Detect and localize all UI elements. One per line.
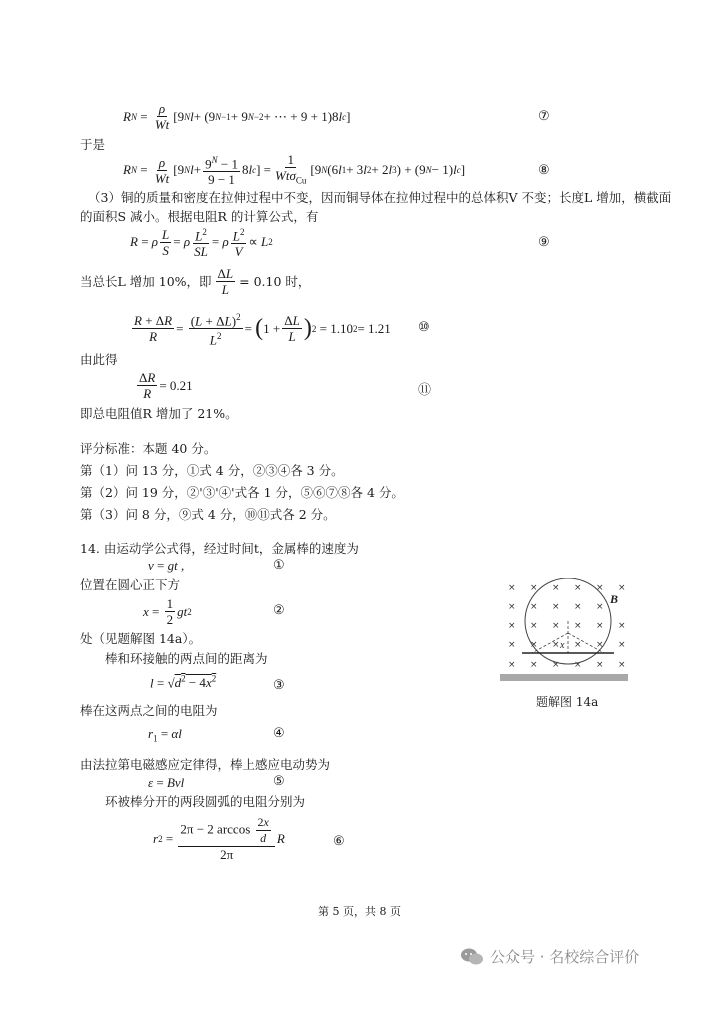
q14-eq-number-4: ④: [273, 725, 285, 740]
svg-text:×: ×: [596, 640, 604, 650]
svg-text:×: ×: [574, 621, 582, 631]
svg-text:×: ×: [508, 583, 516, 593]
q14-eq4: $r_1 = \alpha l$: [148, 726, 182, 744]
svg-text:×: ×: [530, 602, 538, 612]
page-footer: 第 5 页，共 8 页: [318, 905, 401, 918]
equation-7: R N = $\frac{\rho}{Wt}$ [9 N l + (9 N −1 + 9 N −2 + ⋯ + 9 + 1)8 l c ]: [123, 101, 351, 132]
svg-text:×: ×: [596, 660, 604, 670]
text-when-b: = 0.10 时，: [239, 273, 311, 289]
wechat-icon: [460, 947, 484, 967]
q14-chu: 处（见题解图 14a）。: [80, 631, 202, 646]
equation-number-8: ⑧: [538, 162, 550, 177]
q14-resistance: 棒在这两点之间的电阻为: [80, 703, 218, 718]
svg-text:×: ×: [530, 660, 538, 670]
svg-text:×: ×: [574, 660, 582, 670]
q14-ring: 环被棒分开的两段圆弧的电阻分别为: [105, 794, 306, 809]
text-ji: 即总电阻值R 增加了 21%。: [80, 406, 238, 421]
q14-eq2: x = $\frac{1}{2}$ gt 2: [143, 596, 192, 627]
svg-text:×: ×: [618, 621, 626, 631]
watermark-text: 公众号 · 名校综合评价: [490, 948, 640, 966]
svg-text:×: ×: [552, 640, 560, 650]
field-label-B: B: [610, 592, 619, 606]
score-title: 评分标准：本题 40 分。: [80, 441, 217, 456]
svg-text:×: ×: [508, 602, 516, 612]
equation-11: $\frac{\Delta R}{R}$ = 0.21: [139, 370, 193, 401]
paragraph-3: （3）铜的质量和密度在拉伸过程中不变，因而铜导体在拉伸过程中的总体积V 不变；长度L 增加，横截面: [88, 190, 672, 205]
svg-text:×: ×: [530, 640, 538, 650]
text-when-a: 当总长L 增加 10%，即: [80, 273, 212, 289]
score-line-1: 第（1）问 13 分，①式 4 分，②③④各 3 分。: [80, 463, 344, 478]
equation-number-7: ⑦: [538, 108, 550, 123]
watermark: [460, 946, 639, 967]
svg-text:×: ×: [574, 640, 582, 650]
q14-eq3: $l = √d^2 - 4x^2$: [150, 674, 217, 691]
svg-text:×: ×: [508, 660, 516, 670]
svg-text:×: ×: [596, 583, 604, 593]
text-youci: 由此得: [80, 352, 118, 367]
q14-intro: 14. 由运动学公式得，经过时间t，金属棒的速度为: [80, 541, 359, 556]
distance-label-x: x: [560, 640, 565, 651]
equation-8: R N = $\frac{\rho}{Wt}$ [9 N l + $\frac{9^N - 1}{9 - 1}$ 8 l c ] = $\frac{1}{Wt\sigma_{Cu}}$ [9 N (6 l 1 + 3 l 2 + 2 l 3 ) + (9 N − 1) l c ]: [123, 152, 466, 188]
equation-number-11: ⑪: [418, 382, 432, 397]
q14-eq-number-3: ③: [273, 677, 285, 692]
ground-bar: [500, 674, 628, 681]
score-line-2: 第（2）问 19 分，②'③'④'式各 1 分，⑤⑥⑦⑧各 4 分。: [80, 485, 404, 500]
svg-text:×: ×: [574, 583, 582, 593]
q14-eq-number-2: ②: [273, 602, 285, 617]
equation-9: R = ρ $\frac{L}{S}$ = ρ $\frac{L^2}{SL}$ = ρ $\frac{L^2}{V}$ ∝ L 2: [130, 226, 273, 260]
q14-position: 位置在圆心正下方: [80, 577, 181, 592]
svg-text:×: ×: [552, 602, 560, 612]
text-when: 当总长L 增加 10%，即 $\frac{\Delta L}{L}$ = 0.10 时，: [80, 266, 311, 297]
svg-text:×: ×: [552, 583, 560, 593]
score-line-3: 第（3）问 8 分，⑨式 4 分，⑩⑪式各 2 分。: [80, 507, 336, 522]
q14-eq-number-5: ⑤: [273, 773, 285, 788]
svg-text:×: ×: [552, 621, 560, 631]
svg-text:×: ×: [530, 621, 538, 631]
q14-eq-number-1: ①: [273, 557, 285, 572]
paragraph-3b: 的面积S 减小。根据电阻R 的计算公式，有: [80, 209, 319, 224]
svg-text:×: ×: [530, 583, 538, 593]
figure-14a-svg: [500, 578, 630, 688]
text-yushi: 于是: [80, 137, 106, 152]
svg-text:×: ×: [596, 602, 604, 612]
q14-eq1: v = gt ,: [148, 558, 185, 573]
q14-eq5: ε = Bvl: [148, 775, 185, 790]
svg-text:×: ×: [508, 621, 516, 631]
q14-faraday: 由法拉第电磁感应定律得，棒上感应电动势为: [80, 757, 331, 772]
q14-eq-number-6: ⑥: [333, 833, 345, 848]
svg-text:×: ×: [618, 660, 626, 670]
equation-number-9: ⑨: [538, 234, 550, 249]
svg-text:×: ×: [574, 602, 582, 612]
figure-caption: 题解图 14a: [536, 695, 599, 709]
svg-text:×: ×: [596, 621, 604, 631]
svg-text:×: ×: [552, 660, 560, 670]
svg-text:×: ×: [508, 640, 516, 650]
equation-number-10: ⑩: [418, 319, 430, 334]
equation-10: $\frac{R + \Delta R}{R}$ = $\frac{(L + \Delta L)^2}{L^2}$ = ( 1 + $\frac{\Delta L}{L}$ ) 2 = 1.10 2 = 1.21: [134, 312, 391, 348]
q14-distance: 棒和环接触的两点间的距离为: [105, 651, 268, 666]
svg-text:×: ×: [618, 583, 626, 593]
q14-eq6: r 2 = 2π − 2 arccos $\frac{2x}{d}$ 2π R: [153, 815, 285, 862]
figure-14a: [500, 578, 630, 692]
svg-text:×: ×: [618, 640, 626, 650]
